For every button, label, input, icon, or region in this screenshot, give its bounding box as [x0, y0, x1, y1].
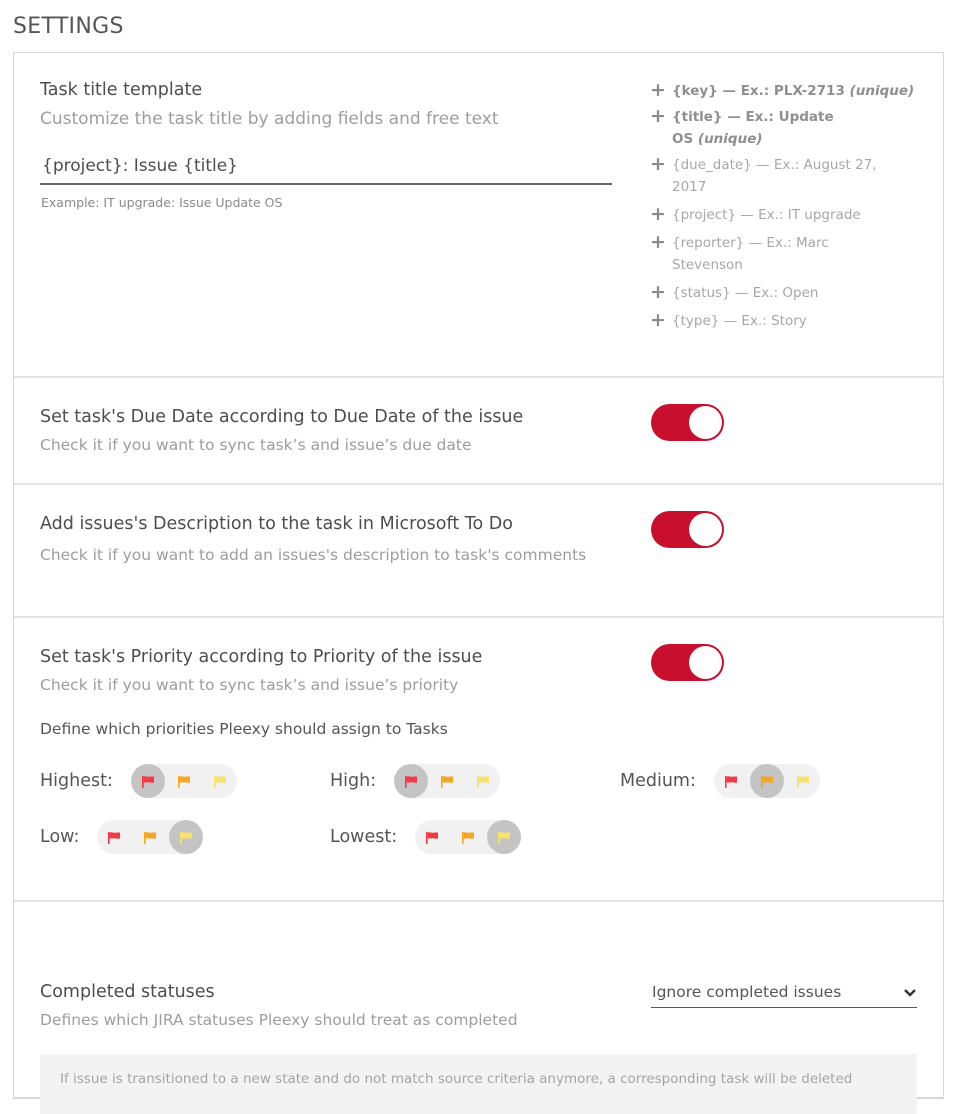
completed-note: If issue is transitioned to a new state and do not match source criteria anymore, a corresponding task will be deleted: [40, 1054, 917, 1114]
flag-selector: [97, 820, 203, 854]
priority-toggle[interactable]: [651, 644, 724, 681]
orange-flag-icon: [440, 775, 454, 788]
priority-label: Highest:: [40, 771, 113, 791]
toggle-knob: [689, 646, 722, 679]
select-value: Ignore completed issues: [652, 983, 842, 1001]
red-flag-icon: [107, 831, 121, 844]
field-type[interactable]: + {type} — Ex.: Story: [650, 309, 807, 331]
priority-row-low: [40, 820, 203, 854]
plus-icon: +: [650, 281, 666, 303]
field-key[interactable]: + {key} — Ex.: PLX-2713 (unique): [650, 79, 915, 101]
description-description: Check it if you want to add an issues's description to task's comments: [40, 546, 587, 564]
priority-define-label: Define which priorities Pleexy should assign to Tasks: [40, 720, 448, 738]
priority-label: High:: [330, 771, 377, 791]
priority-label: Low:: [40, 827, 80, 847]
due-date-section: [14, 378, 943, 485]
plus-icon: +: [650, 105, 666, 127]
field-due-date[interactable]: + {due_date} — Ex.: August 27, 2017: [650, 153, 877, 195]
task-title-example: Example: IT upgrade: Issue Update OS: [41, 195, 283, 210]
completed-heading: Completed statuses: [40, 982, 215, 1002]
task-title-description: Customize the task title by adding fields and free text: [40, 109, 499, 129]
chevron-down-icon: [903, 986, 917, 1000]
yellow-flag-icon: [497, 831, 511, 844]
task-title-section: [14, 53, 943, 378]
plus-icon: +: [650, 309, 666, 331]
priority-label: Medium:: [620, 771, 696, 791]
description-toggle[interactable]: [651, 511, 724, 548]
yellow-flag-option[interactable]: [466, 764, 500, 798]
template-fields-list: [650, 80, 930, 338]
field-title[interactable]: + {title} — Ex.: Update OS (unique): [650, 105, 834, 147]
yellow-flag-icon: [179, 831, 193, 844]
red-flag-option[interactable]: [415, 820, 449, 854]
field-status[interactable]: + {status} — Ex.: Open: [650, 281, 819, 303]
priority-description: Check it if you want to sync task’s and issue’s priority: [40, 676, 459, 694]
red-flag-icon: [425, 831, 439, 844]
orange-flag-icon: [461, 831, 475, 844]
task-title-template-input[interactable]: [40, 148, 612, 185]
yellow-flag-icon: [796, 775, 810, 788]
plus-icon: +: [650, 153, 666, 175]
orange-flag-option[interactable]: [167, 764, 201, 798]
priority-row-high: [330, 764, 500, 798]
priority-label: Lowest:: [330, 827, 398, 847]
toggle-knob: [689, 513, 722, 546]
yellow-flag-icon: [213, 775, 227, 788]
due-date-toggle[interactable]: [651, 404, 724, 441]
flag-selector: [131, 764, 237, 798]
page-title: SETTINGS: [13, 14, 124, 39]
priority-heading: Set task's Priority according to Priority of the issue: [40, 647, 483, 667]
red-flag-option[interactable]: [394, 764, 428, 798]
description-section: [14, 485, 943, 618]
yellow-flag-option[interactable]: [169, 820, 203, 854]
red-flag-option[interactable]: [131, 764, 165, 798]
field-reporter[interactable]: + {reporter} — Ex.: Marc Stevenson: [650, 231, 829, 273]
due-date-description: Check it if you want to sync task’s and issue’s due date: [40, 436, 472, 454]
red-flag-icon: [141, 775, 155, 788]
task-title-heading: Task title template: [40, 80, 203, 100]
toggle-knob: [689, 406, 722, 439]
red-flag-icon: [724, 775, 738, 788]
plus-icon: +: [650, 231, 666, 253]
plus-icon: +: [650, 203, 666, 225]
priority-row-medium: [620, 764, 820, 798]
flag-selector: [714, 764, 820, 798]
due-date-heading: Set task's Due Date according to Due Date of the issue: [40, 407, 524, 427]
priority-row-lowest: [330, 820, 521, 854]
yellow-flag-option[interactable]: [203, 764, 237, 798]
orange-flag-option[interactable]: [133, 820, 167, 854]
completed-description: Defines which JIRA statuses Pleexy should treat as completed: [40, 1011, 518, 1029]
orange-flag-option[interactable]: [750, 764, 784, 798]
red-flag-option[interactable]: [97, 820, 131, 854]
settings-panel: [13, 52, 944, 1099]
orange-flag-option[interactable]: [451, 820, 485, 854]
yellow-flag-option[interactable]: [487, 820, 521, 854]
plus-icon: +: [650, 79, 666, 101]
flag-selector: [415, 820, 521, 854]
orange-flag-icon: [143, 831, 157, 844]
red-flag-option[interactable]: [714, 764, 748, 798]
description-heading: Add issues's Description to the task in Microsoft To Do: [40, 514, 513, 534]
priority-row-highest: [40, 764, 237, 798]
orange-flag-icon: [177, 775, 191, 788]
completed-statuses-select[interactable]: [651, 982, 917, 1008]
field-project[interactable]: + {project} — Ex.: IT upgrade: [650, 203, 861, 225]
yellow-flag-option[interactable]: [786, 764, 820, 798]
red-flag-icon: [404, 775, 418, 788]
yellow-flag-icon: [476, 775, 490, 788]
completed-section: [14, 902, 943, 1098]
flag-selector: [394, 764, 500, 798]
orange-flag-icon: [760, 775, 774, 788]
priority-section: [14, 618, 943, 902]
orange-flag-option[interactable]: [430, 764, 464, 798]
